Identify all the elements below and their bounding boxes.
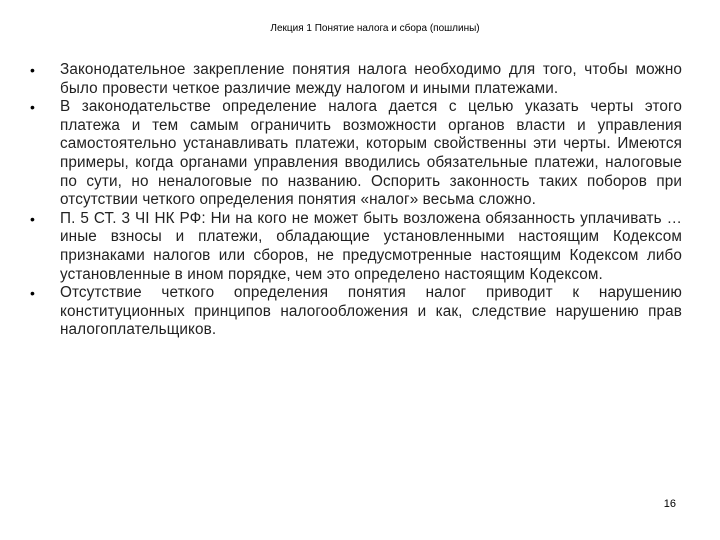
bullet-item: [30, 98, 682, 210]
bullet-text: Законодательное закрепление понятия налога необходимо для того, чтобы можно было провести четкое различие между налогом и иными платежами.: [60, 61, 682, 97]
bullet-item: [30, 61, 682, 98]
bullet-marker: •: [30, 62, 35, 78]
page-number: 16: [663, 498, 676, 510]
bullet-marker: •: [30, 285, 35, 302]
bullet-item: [30, 284, 682, 340]
bullet-item: [30, 210, 682, 284]
bullet-text: Отсутствие четкого определения понятия налог приводит к нарушению конституционных принципов налогообложения и как, следствие нарушению прав налогоплательщиков.: [60, 284, 682, 339]
bullet-marker: •: [30, 210, 35, 227]
bullet-text: В законодательстве определение налога дается с целью указать черты этого платежа и тем самым ограничить возможности органов власти и управления самостоятельно устанавливать платежи, которым свойственны эти черты. Имеются примеры, когда органами управления вводились обязательные платежи, налоговые по сути, но неналоговые по названию. Оспорить законность таких поборов при отсутствии четкого определения понятия «налог» весьма сложно.: [60, 98, 682, 209]
bullet-list: [30, 61, 682, 340]
bullet-text: П. 5 СТ. 3 ЧI НК РФ: Ни на кого не может быть возложена обязанность уплачивать … иные взносы и платежи, обладающие установленными настоящим Кодексом признаками налогов или сборов, не предусмотренные настоящим Кодексом либо установленные в ином порядке, чем это определено настоящим Кодексом.: [60, 209, 682, 283]
slide-header: Лекция 1 Понятие налога и сбора (пошлины): [270, 23, 480, 34]
bullet-marker: •: [30, 99, 35, 116]
